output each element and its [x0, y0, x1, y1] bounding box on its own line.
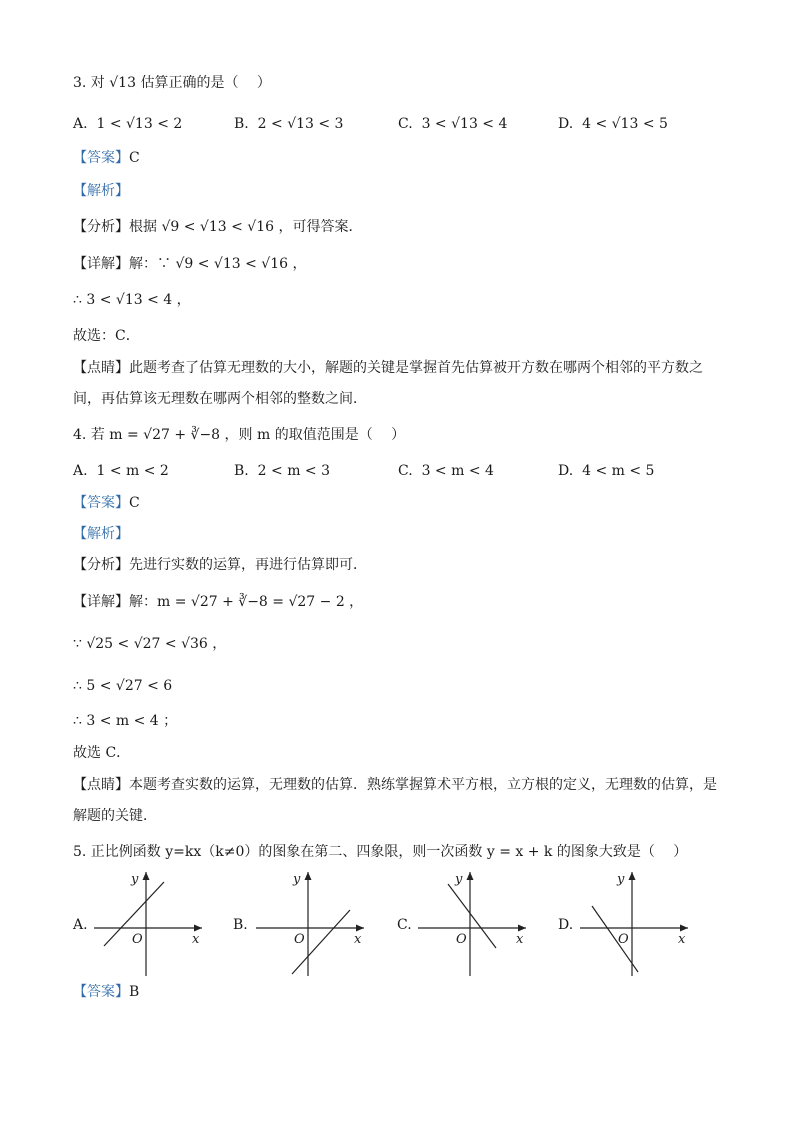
- option-text: 2 < √13 < 3: [257, 116, 344, 132]
- xiangjie-text: 解：m = √27 + ∛−8 = √27 − 2 ，: [129, 594, 364, 610]
- q3-option-a: [73, 114, 182, 134]
- x-axis-arrow: [356, 925, 364, 932]
- y-axis-arrow: [305, 872, 312, 880]
- q4-step-1: ∵ √25 < √27 < √36 ，: [73, 636, 227, 652]
- q5-option-d-label: D.: [558, 917, 574, 933]
- q3-question: 3. 对 √13 估算正确的是（ ）: [73, 75, 271, 91]
- dianjing-tag: 【点睛】: [73, 777, 129, 793]
- x-axis-arrow: [518, 925, 526, 932]
- q4-option-a: [73, 461, 169, 481]
- x-label: x: [678, 932, 686, 947]
- origin-label: O: [456, 932, 467, 947]
- option-text: 1 < √13 < 2: [96, 116, 183, 132]
- x-axis-arrow: [680, 925, 688, 932]
- q3-dianjing: [73, 358, 703, 378]
- dianjing-text: 此题考查了估算无理数的大小，解题的关键是掌握首先估算被开方数在哪两个相邻的平方数之: [129, 360, 703, 376]
- analysis-tag: 【解析】: [73, 526, 129, 542]
- q3-xiangjie: [73, 254, 306, 274]
- q5-option-b-label: B.: [233, 917, 248, 933]
- option-text: 2 < m < 3: [257, 463, 331, 479]
- dianjing-text: 本题考查实数的运算，无理数的估算．熟练掌握算术平方根，立方根的定义，无理数的估算，是: [129, 777, 717, 793]
- q3-fenxi: [73, 217, 362, 237]
- q5-option-d-graph: [574, 866, 694, 978]
- dianjing-tag: 【点睛】: [73, 360, 129, 376]
- q4-xiangjie: [73, 592, 363, 612]
- fenxi-text: 根据 √9 < √13 < √16 ，可得答案．: [129, 219, 363, 235]
- option-label: D.: [558, 463, 574, 479]
- option-label: B.: [234, 463, 249, 479]
- option-label: B.: [234, 116, 249, 132]
- x-label: x: [354, 932, 362, 947]
- q3-answer: [73, 148, 140, 168]
- option-text: 3 < √13 < 4: [421, 116, 508, 132]
- answer-tag: 【答案】: [73, 150, 129, 166]
- q3-analysis-tag: [73, 181, 129, 201]
- q3-option-b: [234, 114, 343, 134]
- answer-value: C: [129, 150, 140, 166]
- x-label: x: [192, 932, 200, 947]
- answer-tag: 【答案】: [73, 495, 129, 511]
- fenxi-tag: 【分析】: [73, 557, 129, 573]
- q5-option-a-label: A.: [73, 917, 88, 933]
- answer-value: C: [129, 495, 140, 511]
- y-axis-arrow: [629, 872, 636, 880]
- q4-option-c: [398, 461, 494, 481]
- y-label: y: [131, 872, 139, 887]
- origin-label: O: [618, 932, 629, 947]
- function-line: [592, 906, 638, 972]
- q5-answer: [73, 982, 139, 1002]
- q5-question: 5. 正比例函数 y=kx（k≠0）的图象在第二、四象限，则一次函数 y = x + k 的图象大致是（ ）: [73, 844, 688, 860]
- xiangjie-text: 解：∵ √9 < √13 < √16 ，: [129, 256, 307, 272]
- y-axis-arrow: [143, 872, 150, 880]
- option-text: 1 < m < 2: [96, 463, 169, 479]
- q4-dianjing: [73, 775, 717, 795]
- q5-option-b-graph: [250, 866, 370, 978]
- option-label: C.: [398, 463, 413, 479]
- option-label: A.: [73, 116, 88, 132]
- q4-dianjing-cont: 解题的关键．: [73, 808, 157, 824]
- fenxi-tag: 【分析】: [73, 219, 129, 235]
- q4-fenxi: [73, 555, 367, 575]
- fenxi-text: 先进行实数的运算，再进行估算即可．: [129, 557, 367, 573]
- analysis-tag: 【解析】: [73, 183, 129, 199]
- origin-label: O: [132, 932, 143, 947]
- q3-choose: 故选：C．: [73, 328, 140, 344]
- y-label: y: [455, 872, 463, 887]
- x-axis-arrow: [194, 925, 202, 932]
- q3-step-1: ∴ 3 < √13 < 4 ，: [73, 292, 191, 308]
- option-label: A.: [73, 463, 88, 479]
- q5-option-c-graph: [412, 866, 532, 978]
- q4-question: 4. 若 m = √27 + ∛−8 ，则 m 的取值范围是（ ）: [73, 427, 406, 443]
- option-label: C.: [398, 116, 413, 132]
- answer-tag: 【答案】: [73, 984, 129, 1000]
- origin-label: O: [294, 932, 305, 947]
- q5-option-a-graph: [88, 866, 208, 978]
- xiangjie-tag: 【详解】: [73, 594, 129, 610]
- option-text: 3 < m < 4: [421, 463, 494, 479]
- q4-option-d: [558, 461, 654, 481]
- y-label: y: [293, 872, 301, 887]
- option-text: 4 < √13 < 5: [582, 116, 668, 132]
- q5-option-c-label: C.: [397, 917, 412, 933]
- q4-choose: 故选 C．: [73, 745, 131, 761]
- option-text: 4 < m < 5: [582, 463, 655, 479]
- answer-value: B: [129, 984, 140, 1000]
- q4-analysis-tag: [73, 524, 129, 544]
- q4-option-b: [234, 461, 330, 481]
- q3-option-d: [558, 114, 668, 134]
- q4-step-3: ∴ 3 < m < 4 ；: [73, 713, 178, 729]
- q3-dianjing-cont: 间，再估算该无理数在哪两个相邻的整数之间．: [73, 391, 367, 407]
- q4-step-2: ∴ 5 < √27 < 6: [73, 678, 173, 694]
- option-label: D.: [558, 116, 574, 132]
- q4-answer: [73, 493, 140, 513]
- y-axis-arrow: [467, 872, 474, 880]
- y-label: y: [617, 872, 625, 887]
- q3-option-c: [398, 114, 507, 134]
- x-label: x: [516, 932, 524, 947]
- xiangjie-tag: 【详解】: [73, 256, 129, 272]
